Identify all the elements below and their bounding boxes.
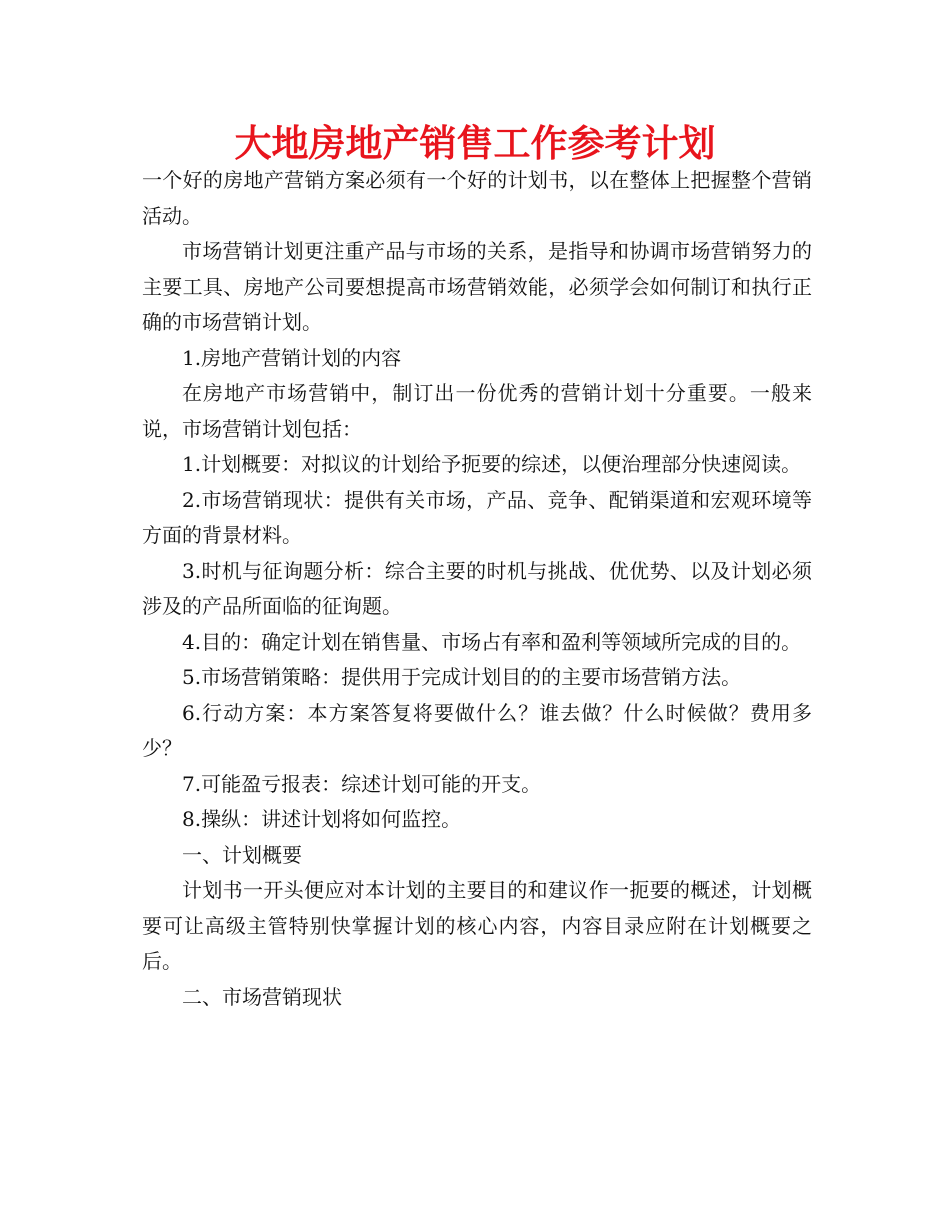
paragraph: 市场营销计划更注重产品与市场的关系，是指导和协调市场营销努力的主要工具、房地产公司要想提高市场营销效能，必须学会如何制订和执行正确的市场营销计划。 (142, 239, 812, 334)
paragraph: 一个好的房地产营销方案必须有一个好的计划书，以在整体上把握整个营销活动。 (142, 168, 812, 228)
paragraph: 计划书一开头便应对本计划的主要目的和建议作一扼要的概述，计划概要可让高级主管特别快掌握计划的核心内容，内容目录应附在计划概要之后。 (142, 878, 812, 973)
list-item: 7.可能盈亏报表：综述计划可能的开支。 (182, 771, 542, 796)
list-item: 4.目的：确定计划在销售量、市场占有率和盈利等领域所完成的目的。 (182, 629, 802, 654)
document-title: 大地房地产销售工作参考计划 (234, 122, 716, 165)
list-item: 2.市场营销现状：提供有关市场，产品、竞争、配销渠道和宏观环境等方面的背景材料。 (142, 487, 812, 547)
section-heading: 1.房地产营销计划的内容 (182, 345, 402, 370)
section-heading: 二、市场营销现状 (182, 984, 342, 1009)
list-item: 8.操纵：讲述计划将如何监控。 (182, 807, 462, 831)
document-body (142, 163, 812, 1015)
list-item: 3.时机与征询题分析：综合主要的时机与挑战、优优势、以及计划必须涉及的产品所面临的征询题。 (142, 558, 812, 618)
section-heading: 一、计划概要 (182, 842, 302, 867)
list-item: 6.行动方案：本方案答复将要做什么？谁去做？什么时候做？费用多少？ (142, 700, 812, 760)
list-item: 5.市场营销策略：提供用于完成计划目的的主要市场营销方法。 (182, 665, 742, 689)
list-item: 1.计划概要：对拟议的计划给予扼要的综述，以便治理部分快速阅读。 (182, 452, 802, 476)
paragraph: 在房地产市场营销中，制订出一份优秀的营销计划十分重要。一般来说，市场营销计划包括： (142, 381, 812, 441)
